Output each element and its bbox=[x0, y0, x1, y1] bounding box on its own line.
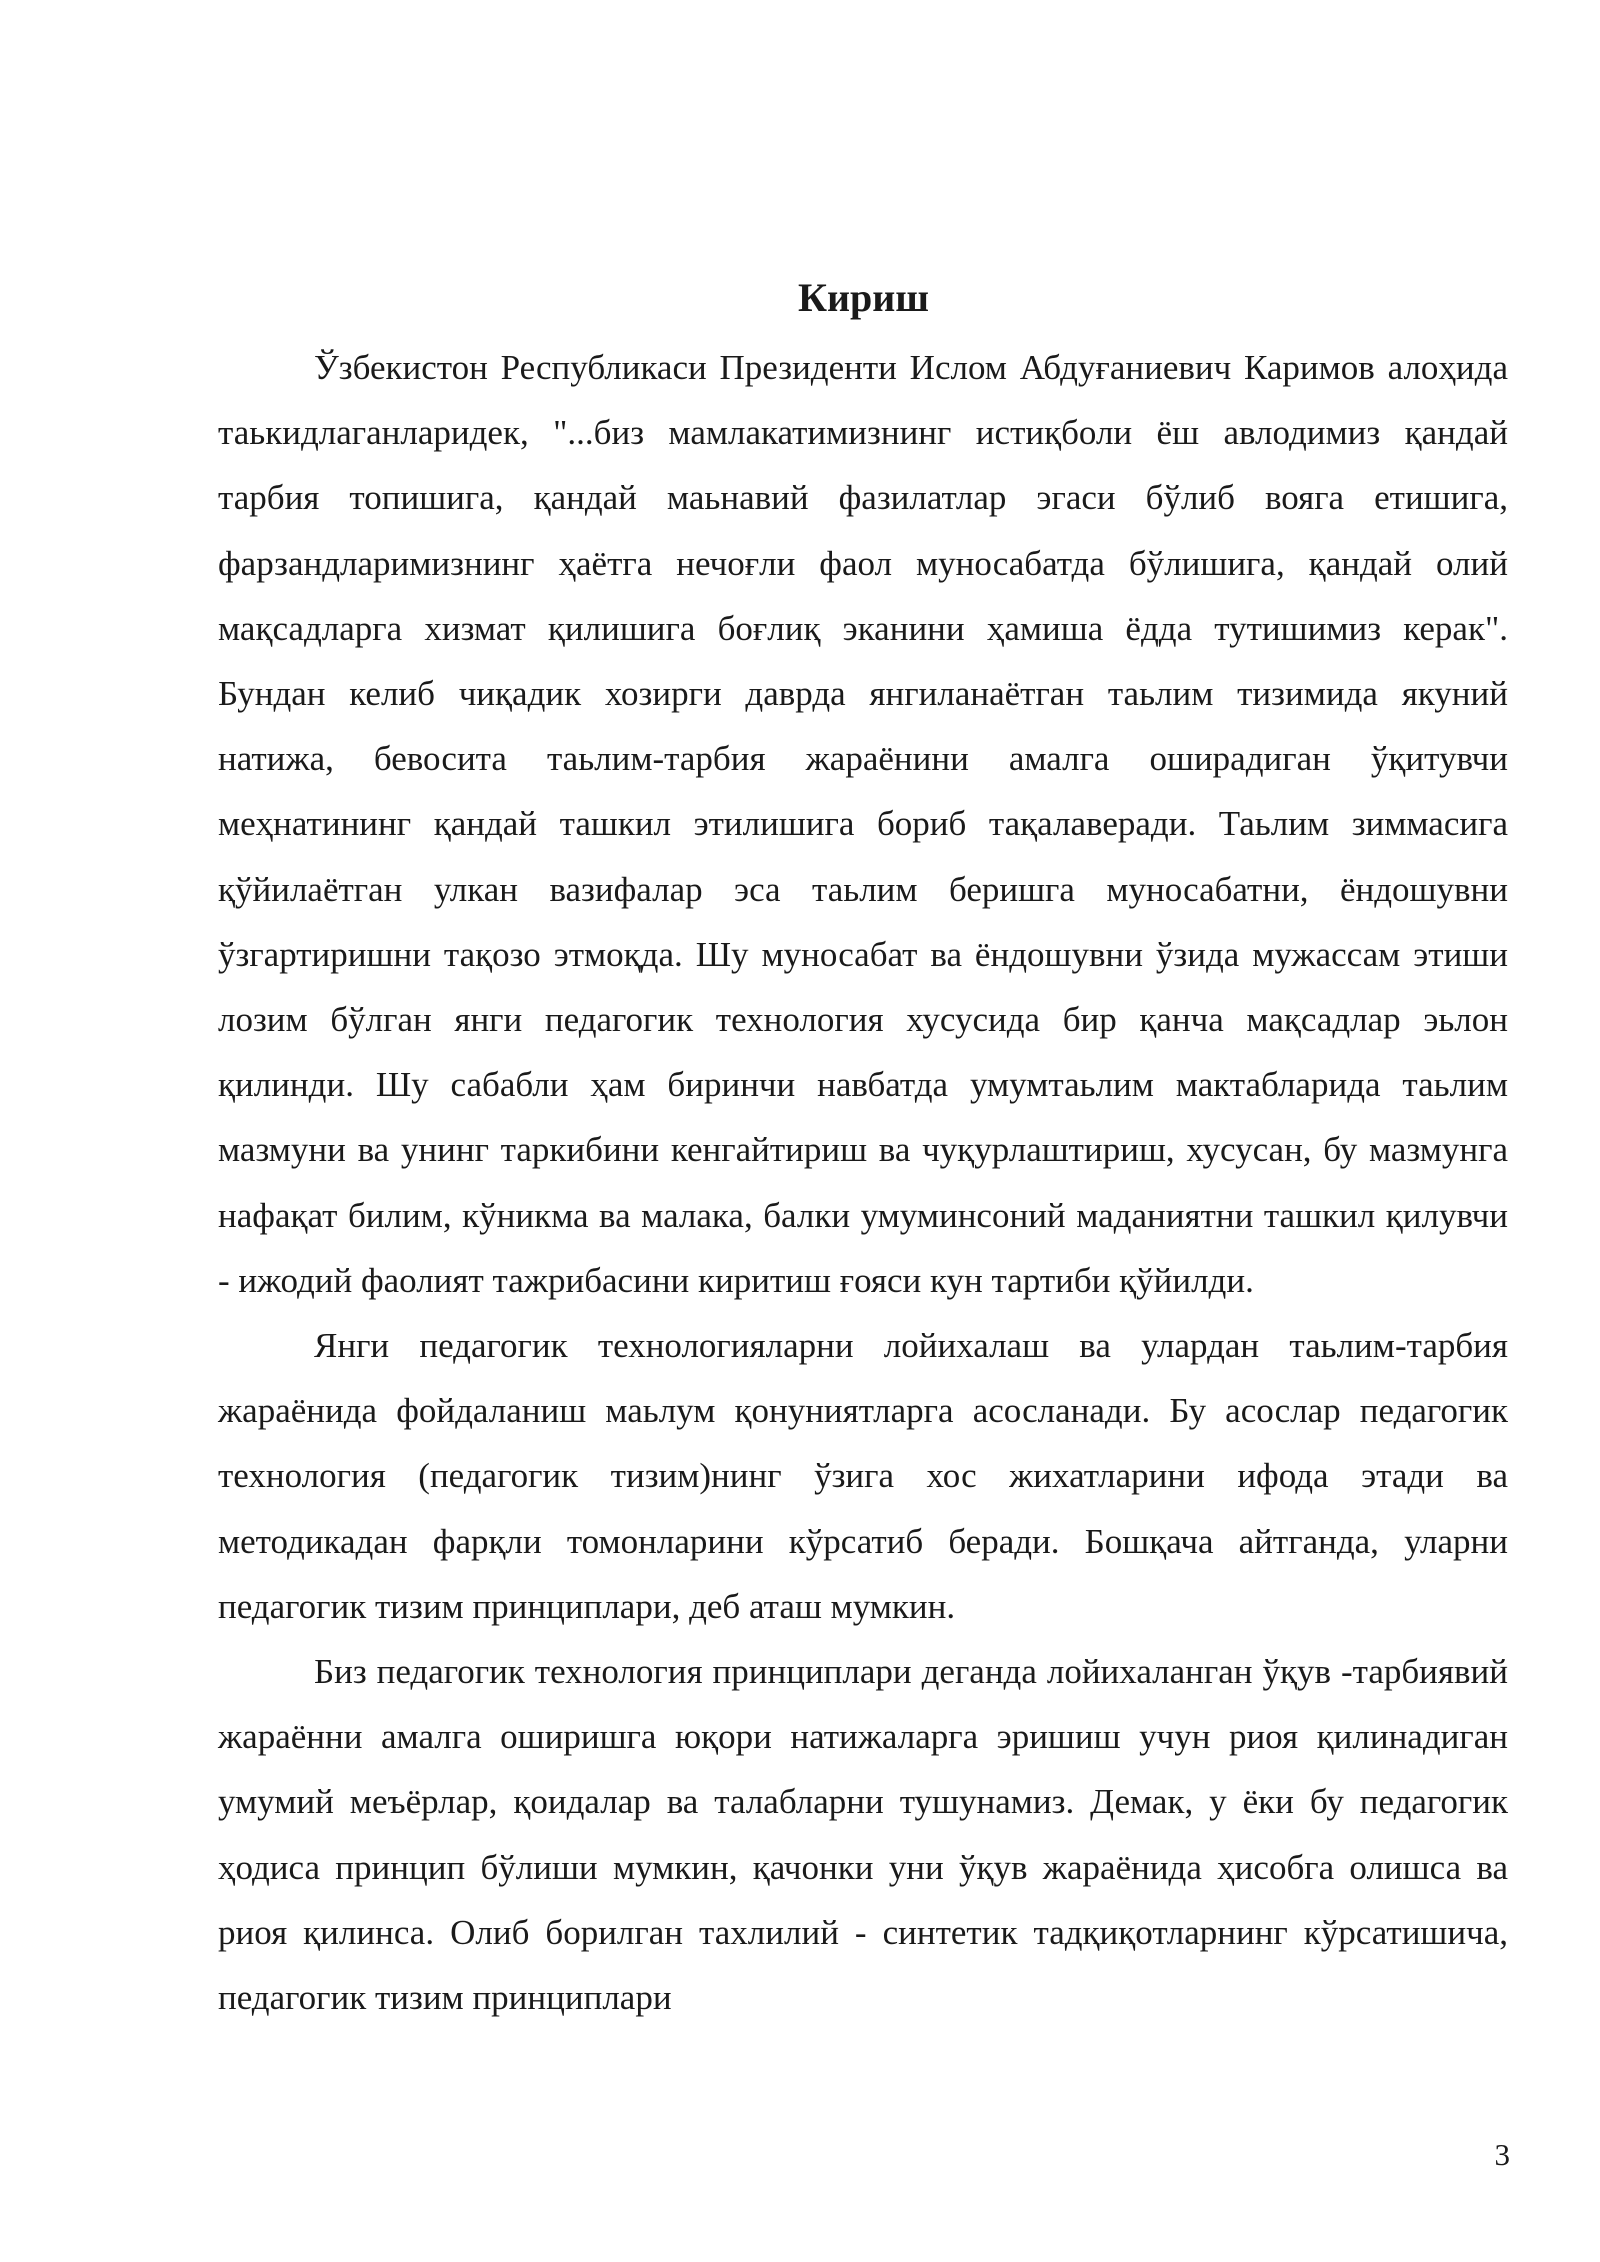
paragraph-1: Ўзбекистон Республикаси Президенти Ислом Абдуғаниевич Каримов алоҳида таькидлаганларидек, "...биз мамлакатимизнинг истиқболи ёш авлодимиз қандай тарбия топишига, қандай маьнавий фазилатлар эгаси бўлиб вояга етишига, фарзандларимизнинг ҳаётга нечоғли фаол муносабатда бўлишига, қандай олий мақсадларга хизмат қилишига боғлиқ эканини ҳамиша ёдда тутишимиз керак". Бундан келиб чиқадик хозирги даврда янгиланаётган таьлим тизимида якуний натижа, бевосита таьлим-тарбия жараёнини амалга оширадиган ўқитувчи меҳнатининг қандай ташкил этилишига бориб тақалаверади. Таьлим зиммасига қўйилаётган улкан вазифалар эса таьлим беришга муносабатни, ёндошувни ўзгартиришни тақозо этмоқда. Шу муносабат ва ёндошувни ўзида мужассам этиши лозим бўлган янги педагогик технология хусусида бир қанча мақсадлар эьлон қилинди. Шу сабабли ҳам биринчи навбатда умумтаьлим мактабларида таьлим мазмуни ва унинг таркибини кенгайтириш ва чуқурлаштириш, хусусан, бу мазмунга нафақат билим, кўникма ва малака, балки умуминсоний маданиятни ташкил қилувчи - ижодий фаолият тажрибасини киритиш ғояси кун тартиби қўйилди. bbox=[218, 348, 1508, 1300]
body-text bbox=[218, 335, 1508, 2030]
paragraph-2: Янги педагогик технологияларни лойихалаш ва улардан таьлим-тарбия жараёнида фойдаланиш маьлум қонуниятларга асосланади. Бу асослар педагогик технология (педагогик тизим)нинг ўзига хос жихатларини ифода этади ва методикадан фарқли томонларини кўрсатиб беради. Бошқача айтганда, уларни педагогик тизим принциплари, деб аташ мумкин. bbox=[218, 1326, 1508, 1626]
page-number: 3 bbox=[1494, 2137, 1510, 2172]
page-title: Кириш bbox=[797, 275, 930, 320]
paragraph-3: Биз педагогик технология принциплари деганда лойихаланган ўқув -тарбиявий жараённи амалга оширишга юқори натижаларга эришиш учун риоя қилинадиган умумий меъёрлар, қоидалар ва талабларни тушунамиз. Демак, у ёки бу педагогик ҳодиса принцип бўлиши мумкин, қачонки уни ўқув жараёнида ҳисобга олишса ва риоя қилинса. Олиб борилган тахлилий - синтетик тадқиқотларнинг кўрсатишича, педагогик тизим принциплари bbox=[218, 1652, 1508, 2018]
